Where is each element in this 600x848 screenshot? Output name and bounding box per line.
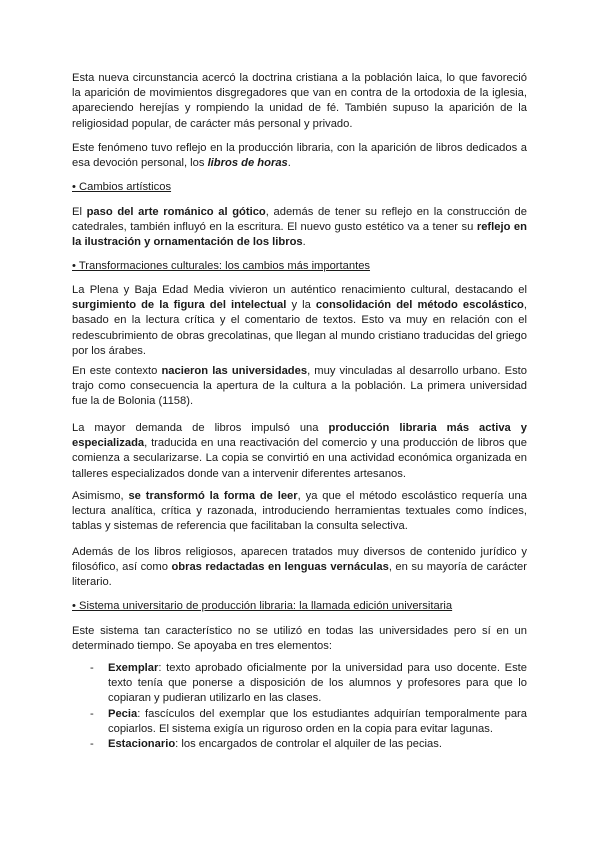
text-run: , muy vinculadas al desarrollo urbano. Esto trajo como consecuencia la apertura de la cultura a la población. La primera universidad fue la de Bolonia (1158). bbox=[72, 365, 528, 408]
text-run: , basado en la lectura crítica y el comentario de textos. Esto va muy en relación con el redescubrimiento de obras grecolatinas, que llegan al mundo cristiano traducidas del griego por los árabes. bbox=[72, 299, 527, 357]
term-exemplar: Exemplar bbox=[108, 662, 159, 674]
text-run: , en su mayoría de carácter literario. bbox=[72, 561, 527, 589]
term-estacionario: Estacionario bbox=[108, 738, 176, 751]
text-run: y la bbox=[286, 299, 316, 312]
list-dash: - bbox=[90, 662, 94, 674]
text-run: . bbox=[302, 236, 306, 249]
definition-text: : fascículos del exemplar que los estudiantes adquirían temporalmente para copiarlos. El sistema exigía un riguroso orden en la copia para evitar lagunas. bbox=[108, 707, 527, 735]
heading-text: • Sistema universitario de producción libraria: la llamada edición universitaria bbox=[72, 600, 453, 612]
text-run: , ya que el método escolástico requería una lectura analítica, crítica y razonada, introduciendo herramientas textuales como índices, tablas y sistemas de referencia que facilitaban la consulta selectiva. bbox=[72, 490, 527, 533]
text-run: La mayor demanda de libros impulsó una bbox=[72, 422, 329, 434]
text-run: El bbox=[72, 206, 87, 218]
definition-text: : texto aprobado oficialmente por la universidad para uso docente. Este texto tenía que ponerse a disposición de los alumnos y profesores para que lo copiaran y pudieran utilizarlo en las clases. bbox=[108, 662, 527, 705]
list-dash: - bbox=[90, 738, 94, 751]
text-run: Además de los libros religiosos, aparecen tratados muy diversos de contenido jurídico y filosófico, así como bbox=[72, 546, 527, 574]
text-run: En este contexto bbox=[72, 365, 162, 377]
paragraph-universities bbox=[72, 364, 527, 410]
emphasis-universities: nacieron las universidades bbox=[161, 365, 308, 377]
text-run: Asimismo, bbox=[72, 490, 129, 502]
emphasis-gothic: paso del arte románico al gótico bbox=[86, 206, 266, 218]
list-item-estacionario bbox=[72, 737, 527, 752]
term-pecia: Pecia bbox=[108, 707, 138, 720]
paragraph-reading bbox=[72, 489, 527, 535]
paragraph-gothic-art bbox=[72, 205, 527, 251]
text-run: . bbox=[287, 157, 291, 170]
emphasis-vernacular: obras redactadas en lenguas vernáculas bbox=[171, 561, 389, 574]
paragraph-text: Este sistema tan característico no se utilizó en todas las universidades pero sí en un determinado tiempo. Se apoyaba en tres elementos: bbox=[72, 625, 527, 653]
emphasis-reading: se transformó la forma de leer bbox=[128, 490, 298, 502]
emphasis-scholastic: consolidación del método escolástico bbox=[315, 299, 524, 312]
text-run: , traducida en una reactivación del comercio y una producción de libros que comienza a secularizarse. La copia se convirtió en una actividad económica organizada en talleres especializados donde van a intervenir diferentes artesanos. bbox=[72, 437, 527, 480]
text-run: Este fenómeno tuvo reflejo en la producción libraria, con la aparición de libros dedicados a esa devoción personal, los bbox=[72, 142, 527, 170]
paragraph-vernacular bbox=[72, 545, 527, 591]
elements-list bbox=[72, 661, 527, 752]
emphasis-production: producción libraria más activa y especializada bbox=[72, 422, 527, 450]
paragraph-system bbox=[72, 624, 527, 654]
section-heading-sistema-universitario bbox=[72, 599, 527, 614]
paragraph-heresies bbox=[72, 71, 527, 132]
list-item-exemplar bbox=[72, 661, 527, 707]
list-item-pecia bbox=[72, 707, 527, 737]
heading-text: • Cambios artísticos bbox=[72, 181, 172, 193]
emphasis-libros-de-horas: libros de horas bbox=[207, 157, 288, 170]
emphasis-intellectual: surgimiento de la figura del intelectual bbox=[72, 299, 287, 312]
paragraph-text: Esta nueva circunstancia acercó la doctrina cristiana a la población laica, lo que favoreció la aparición de movimientos disgregadores que van en contra de la ortodoxia de la iglesia, apareciendo herejías y rompiendo la unidad de fé. También supuso la aparición de la religiosidad popular, de carácter más personal y privado. bbox=[72, 72, 527, 130]
text-run: La Plena y Baja Edad Media vivieron un auténtico renacimiento cultural, destacando el bbox=[72, 284, 527, 296]
paragraph-renaissance bbox=[72, 283, 527, 359]
definition-text: : los encargados de controlar el alquiler de las pecias. bbox=[175, 738, 442, 751]
text-run: , además de tener su reflejo en la construcción de catedrales, también influyó en la escritura. El nuevo gusto estético va a tener su bbox=[72, 206, 527, 234]
list-dash: - bbox=[90, 707, 94, 720]
heading-text: • Transformaciones culturales: los cambios más importantes bbox=[72, 260, 371, 272]
section-heading-cambios-artisticos bbox=[72, 180, 527, 195]
paragraph-book-production bbox=[72, 421, 527, 482]
section-heading-transformaciones bbox=[72, 259, 527, 274]
emphasis-illustration: reflejo en la ilustración y ornamentación de los libros bbox=[72, 221, 527, 249]
paragraph-books-of-hours bbox=[72, 141, 527, 171]
